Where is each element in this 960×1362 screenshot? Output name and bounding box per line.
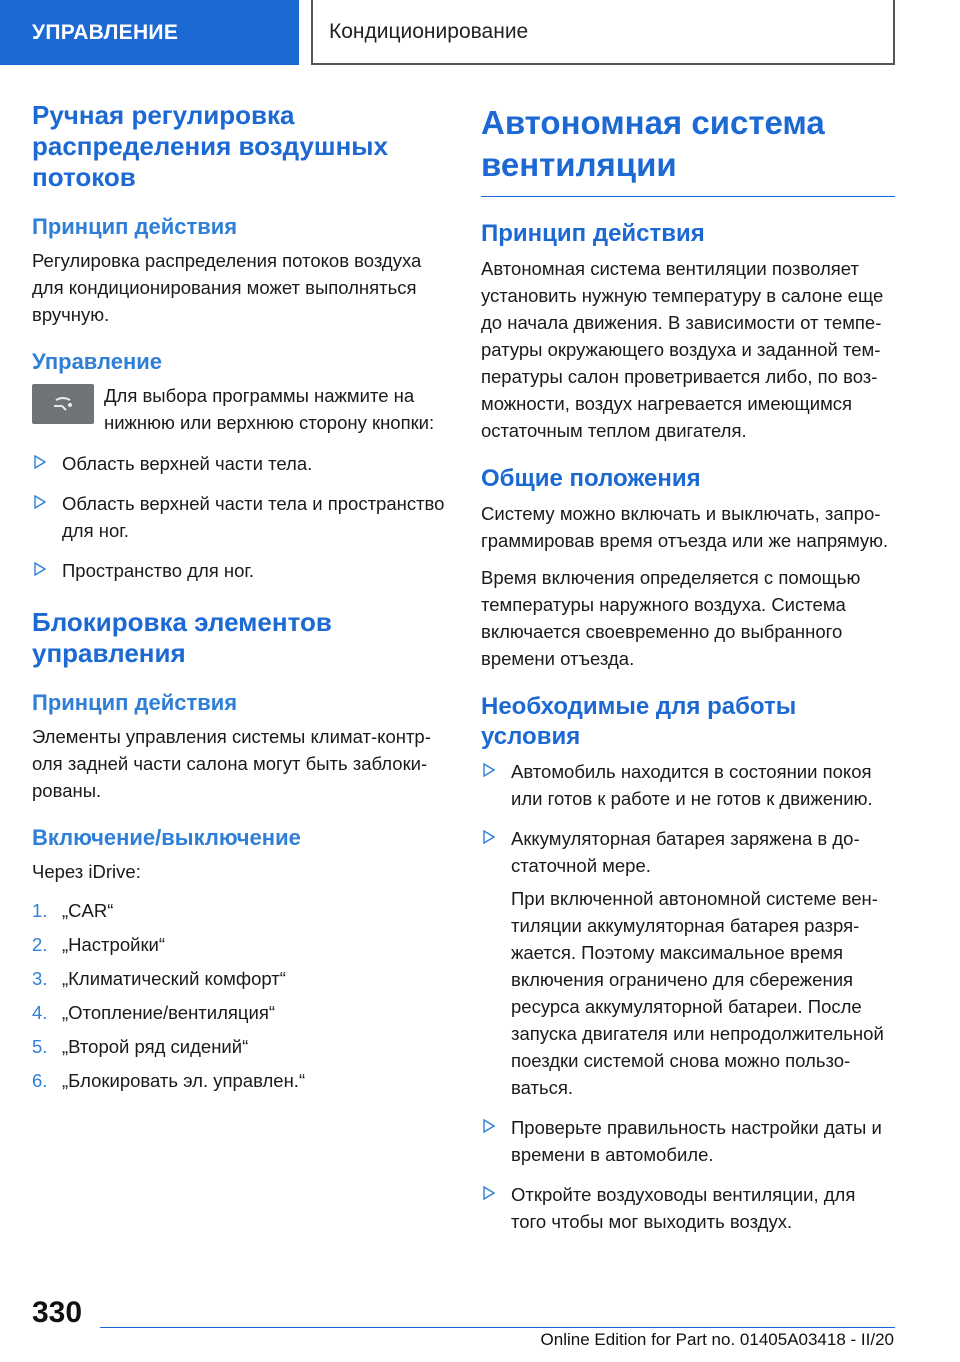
step-number: 1.: [32, 900, 48, 921]
paragraph-control: Для выбора программы нажмите на нижнюю или верхнюю сторону кнопки:: [104, 385, 435, 433]
footer-rule: [100, 1327, 895, 1328]
section-title-lock-controls: Блокировка элементов управления: [32, 607, 332, 668]
triangle-bullet-icon: [483, 1119, 495, 1133]
title-rule: [481, 196, 895, 197]
heading-principle: Принцип действия: [32, 214, 238, 239]
airflow-button-icon: [32, 384, 94, 424]
step-number: 5.: [32, 1036, 48, 1057]
list-item: [32, 1033, 447, 1060]
paragraph-general-2: Время включения определяется с помощью температуры наружного воздуха. Система включается своевременно до выбранного времени отъезда.: [481, 567, 861, 669]
list-item: [32, 1067, 447, 1094]
paragraph-principle: Регулировка распределения потоков воздуха для кондиционирования может выполняться вручную.: [32, 250, 422, 325]
list-item-text: Откройте воздуховоды вентиляции, для того чтобы мог выходить воздух.: [511, 1184, 856, 1232]
idrive-steps-list: [32, 897, 447, 1094]
list-item-text: Автомобиль находится в состоянии покоя или готов к работе и не готов к движению.: [511, 761, 873, 809]
list-item: [481, 1181, 895, 1235]
list-item-note: При включенной автономной системе вентиляции аккумуляторная батарея разряжается. Поэтому максимальное время включения ограничено для сбережения ресурса аккумуляторной батареи. После запуска двигателя или непродолжительной поездки системой снова можно пользоваться.: [511, 888, 884, 1098]
step-text: „Настройки“: [62, 934, 166, 955]
list-item-text: Пространство для ног.: [62, 560, 255, 581]
list-item: [32, 965, 447, 992]
list-item-text: Аккумуляторная батарея заряжена в достаточной мере.: [511, 828, 860, 876]
step-number: 6.: [32, 1070, 48, 1091]
triangle-bullet-icon: [34, 495, 46, 509]
heading-conditions: Необходимые для работы условия: [481, 693, 797, 750]
paragraph-via-idrive: Через iDrive:: [32, 861, 141, 882]
right-column: [481, 102, 895, 1248]
list-item: [32, 557, 447, 584]
step-text: „Второй ряд сидений“: [62, 1036, 249, 1057]
paragraph-lock-principle: Элементы управления системы климат-контроля задней части салона могут быть заблокированы.: [32, 726, 431, 801]
heading-principle: Принцип действия: [481, 220, 705, 247]
triangle-bullet-icon: [483, 763, 495, 777]
triangle-bullet-icon: [34, 562, 46, 576]
list-item: [32, 490, 447, 544]
chapter-title: Кондиционирование: [311, 0, 895, 65]
heading-onoff: Включение/выключение: [32, 825, 301, 850]
step-text: „Климатический комфорт“: [62, 968, 286, 989]
step-number: 2.: [32, 934, 48, 955]
triangle-bullet-icon: [34, 455, 46, 469]
paragraph-general-1: Систему можно включать и выключать, запрограммировав время отъезда или же напрямую.: [481, 503, 889, 551]
list-item: [32, 450, 447, 477]
heading-general: Общие положения: [481, 465, 701, 492]
list-item: [32, 999, 447, 1026]
conditions-list: [481, 758, 895, 1235]
list-item-text: Область верхней части тела.: [62, 453, 313, 474]
section-tab: УПРАВЛЕНИЕ: [0, 0, 299, 65]
section-title-autonomous-ventilation: Автономная система вентиляции: [481, 104, 825, 183]
list-item-text: Проверьте правильность настройки даты и времени в автомобиле.: [511, 1117, 882, 1165]
control-row: [32, 382, 447, 436]
list-item: [32, 897, 447, 924]
airflow-options-list: [32, 450, 447, 584]
heading-principle: Принцип действия: [32, 690, 238, 715]
step-number: 3.: [32, 968, 48, 989]
section-title-manual-airflow: Ручная регулировка распределения воздушных потоков: [32, 100, 388, 192]
list-item: [481, 825, 895, 1101]
list-item: [32, 931, 447, 958]
triangle-bullet-icon: [483, 1186, 495, 1200]
step-number: 4.: [32, 1002, 48, 1023]
step-text: „Блокировать эл. управлен.“: [62, 1070, 306, 1091]
page-number: 330: [32, 1296, 83, 1329]
list-item: [481, 758, 895, 812]
list-item: [481, 1114, 895, 1168]
edition-note: Online Edition for Part no. 01405A03418 - II/20: [540, 1330, 894, 1349]
step-text: „Отопление/вентиляция“: [62, 1002, 276, 1023]
left-column: [32, 100, 447, 1101]
triangle-bullet-icon: [483, 830, 495, 844]
step-text: „CAR“: [62, 900, 114, 921]
paragraph-principle: Автономная система вентиляции позволяет установить нужную температуру в салоне еще до начала движения. В зависимости от температуры окружающего воздуха и заданной температуры салон проветривается либо, по возможности, воздух нагревается имеющимся остаточным теплом двигателя.: [481, 258, 884, 441]
heading-control: Управление: [32, 349, 163, 374]
list-item-text: Область верхней части тела и пространство для ног.: [62, 493, 445, 541]
